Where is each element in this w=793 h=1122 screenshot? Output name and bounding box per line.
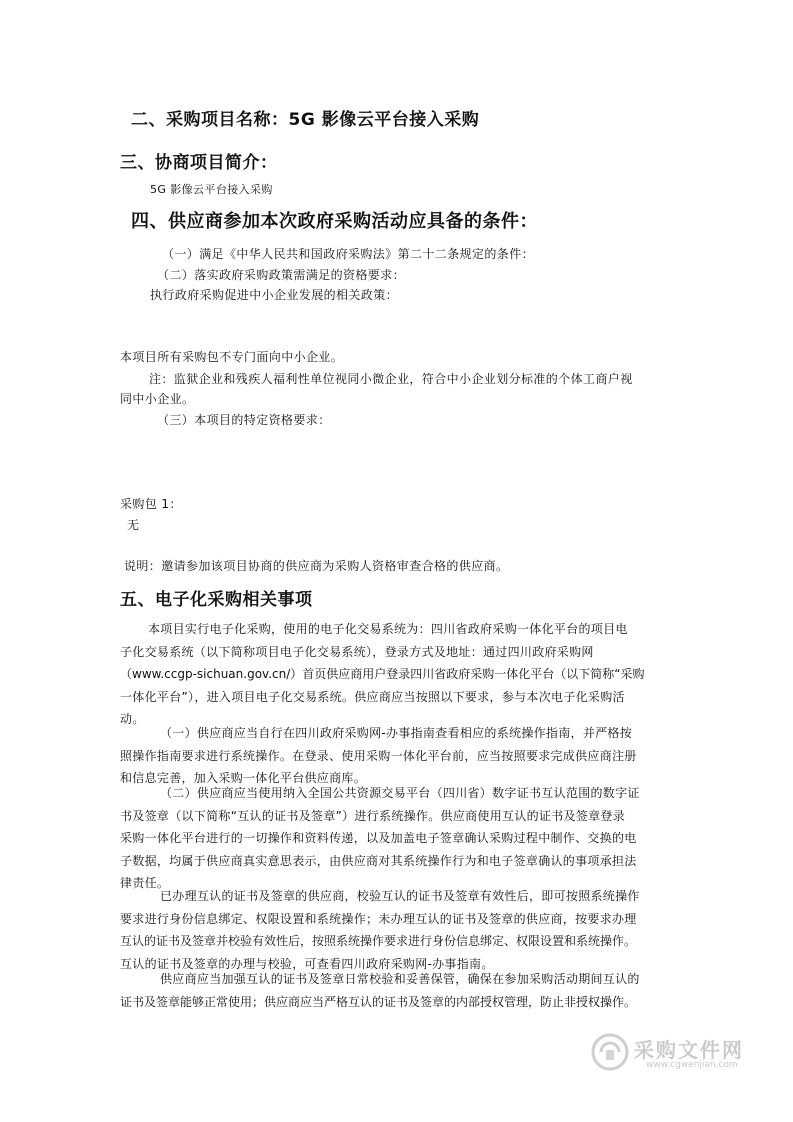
paragraph-line: 书及签章（以下简称“互认的证书及签章”）进行系统操作。供应商使用互认的证书及签章登录 [120,808,626,823]
paragraph-line: 证书及签章能够正常使用；供应商应当严格互认的证书及签章的内部授权管理，防止非授权操作。 [120,994,637,1009]
watermark-url: www.cgwenjian.com [646,1060,738,1070]
paragraph-line: （二）供应商应当使用纳入全国公共资源交易平台（四川省）数字证书互认范围的数字证 [160,786,640,800]
paragraph-line: 采购一体化平台进行的一切操作和资料传递，以及加盖电子签章确认采购过程中制作、交换的电 [120,831,637,845]
section-4-explanation: 说明：邀请参加该项目协商的供应商为采购人资格审查合格的供应商。 [124,559,509,573]
section-3-title: 三、协商项目简介： [120,153,278,173]
paragraph-line: （www.ccgp-sichuan.gov.cn/）首页供应商用户登录四川省政府采购一体化平台（以下简称“采购 [120,667,645,681]
paragraph-line: 互认的证书及签章的办理与校验，可查看四川政府采购网-办事指南。 [120,956,494,971]
section-4-note-line-2: 同中小企业。 [120,392,195,406]
section-4-note-line-1: 注：监狱企业和残疾人福利性单位视同小微企业，符合中小企业划分标准的个体工商户视 [149,372,633,386]
section-4-sme-statement: 本项目所有采购包不专门面向中小企业。 [120,350,344,364]
section-5-paragraph-5 [120,968,680,1013]
section-4-item-3: （三）本项目的特定资格要求： [157,413,331,427]
section-4-title: 四、供应商参加本次政府采购活动应具备的条件： [131,211,538,232]
section-5-paragraph-3 [120,782,680,895]
section-3-body: 5G 影像云平台接入采购 [150,183,273,196]
section-5-paragraph-4 [120,885,680,975]
section-4-item-1: （一）满足《中华人民共和国政府采购法》第二十二条规定的条件： [162,247,535,261]
section-4-item-2: （二）落实政府采购政策需满足的资格要求： [157,268,406,282]
paragraph-line: 照操作指南要求进行系统操作。在登录、使用采购一体化平台前，应当按照要求完成供应商注册 [120,748,637,763]
paragraph-line: 子数据，均属于供应商真实意思表示，由供应商对其系统操作行为和电子签章确认的事项承担法 [120,853,637,868]
paragraph-line: 子化交易系统（以下简称项目电子化交易系统），登录方式及地址：通过四川政府采购网 [120,644,594,659]
watermark [588,1030,758,1074]
paragraph-line: 要求进行身份信息绑定、权限设置和系统操作；未办理互认的证书及签章的供应商，按要求办理 [120,911,637,926]
section-5-paragraph-1 [120,618,680,731]
paragraph-line: 和信息完善，加入采购一体化平台供应商库。 [120,771,367,785]
paragraph-line: 本项目实行电子化采购，使用的电子化交易系统为：四川省政府采购一体化平台的项目电 [148,622,628,636]
package-value: 无 [127,518,140,532]
section-5-title: 五、电子化采购相关事项 [120,590,313,610]
paragraph-line: 互认的证书及签章并校验有效性后，按照系统操作要求进行身份信息绑定、权限设置和系统操作。 [120,934,637,948]
cgwenjian-logo-icon [590,1032,630,1072]
paragraph-line: 动。 [120,712,145,726]
paragraph-line: 一体化平台”），进入项目电子化交易系统。供应商应当按照以下要求，参与本次电子化采购活 [120,689,625,704]
watermark-title: 采购文件网 [634,1038,744,1062]
paragraph-line: （一）供应商应当自行在四川政府采购网-办事指南查看相应的系统操作指南，并严格按 [160,726,633,740]
paragraph-line: 律责任。 [120,876,170,890]
paragraph-line: 供应商应当加强互认的证书及签章日常校验和妥善保管，确保在参加采购活动期间互认的 [160,972,640,986]
package-label: 采购包 1： [120,497,182,511]
paragraph-line: 已办理互认的证书及签章的供应商，校验互认的证书及签章有效性后，即可按照系统操作 [160,889,640,903]
section-5-paragraph-2 [120,722,680,790]
section-2-title: 二、采购项目名称：5G 影像云平台接入采购 [131,110,480,130]
section-4-item-2-sub: 执行政府采购促进中小企业发展的相关政策： [150,288,399,302]
